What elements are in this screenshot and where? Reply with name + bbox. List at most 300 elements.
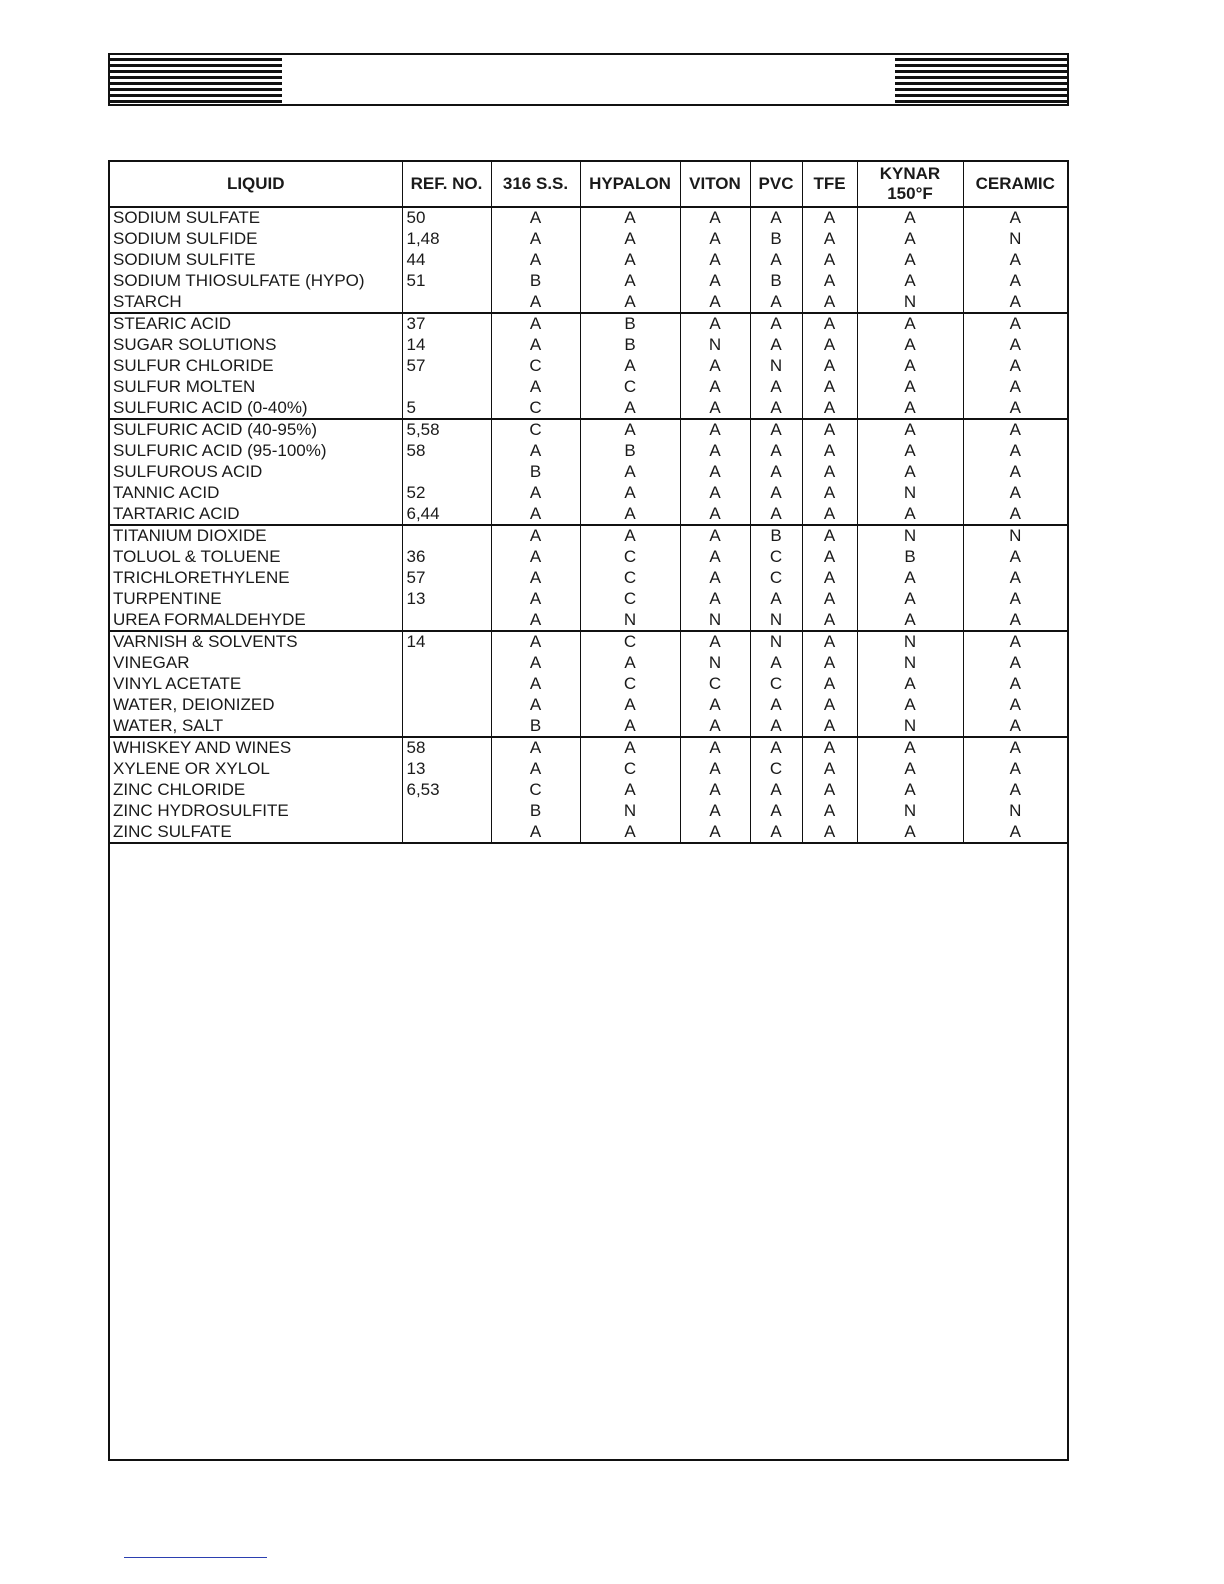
cell-tfe: A bbox=[802, 397, 857, 419]
header-ref-no: REF. NO. bbox=[402, 162, 491, 207]
cell-viton: A bbox=[680, 291, 750, 313]
cell-ceramic: A bbox=[1009, 694, 1021, 714]
header-stripes-right bbox=[895, 58, 1067, 103]
cell-kynar: A bbox=[857, 674, 963, 695]
cell-pvc: A bbox=[750, 694, 802, 715]
cell-316-ss: A bbox=[491, 547, 580, 568]
cell-viton: A bbox=[680, 462, 750, 483]
chemical-compatibility-table bbox=[110, 162, 1067, 844]
cell-tfe: A bbox=[802, 441, 857, 462]
cell-liquid: WATER, DEIONIZED bbox=[110, 694, 402, 715]
cell-316-ss: A bbox=[491, 291, 580, 313]
cell-ceramic: A bbox=[1009, 567, 1021, 587]
cell-316-ss: A bbox=[491, 737, 580, 759]
cell-tfe: A bbox=[802, 653, 857, 674]
table-row bbox=[110, 250, 1067, 271]
cell-tfe: A bbox=[802, 376, 857, 397]
cell-tfe: A bbox=[802, 482, 857, 503]
cell-liquid: SODIUM SULFITE bbox=[110, 250, 402, 271]
table-body bbox=[110, 207, 1067, 843]
cell-tfe: A bbox=[802, 609, 857, 631]
cell-ceramic: A bbox=[1009, 314, 1021, 334]
cell-316-ss: A bbox=[491, 653, 580, 674]
cell-kynar: A bbox=[857, 780, 963, 801]
cell-316-ss: B bbox=[491, 270, 580, 291]
cell-viton: A bbox=[680, 250, 750, 271]
cell-ref-no bbox=[402, 291, 491, 313]
cell-316-ss: A bbox=[491, 674, 580, 695]
cell-hypalon: C bbox=[580, 631, 680, 653]
cell-316-ss: A bbox=[491, 335, 580, 356]
cell-liquid: ZINC SULFATE bbox=[110, 821, 402, 843]
cell-ceramic: A bbox=[1009, 249, 1021, 269]
table-row bbox=[110, 291, 1067, 313]
cell-pvc: A bbox=[750, 250, 802, 271]
cell-pvc: N bbox=[750, 356, 802, 377]
cell-pvc: A bbox=[750, 503, 802, 525]
cell-tfe: A bbox=[802, 759, 857, 780]
cell-316-ss: C bbox=[491, 780, 580, 801]
cell-kynar: A bbox=[857, 462, 963, 483]
cell-pvc: A bbox=[750, 376, 802, 397]
table-row bbox=[110, 397, 1067, 419]
table-row bbox=[110, 482, 1067, 503]
cell-ref-no: 58 bbox=[402, 737, 491, 759]
cell-316-ss: A bbox=[491, 313, 580, 335]
cell-hypalon: A bbox=[580, 694, 680, 715]
cell-316-ss: A bbox=[491, 525, 580, 547]
cell-viton: A bbox=[680, 482, 750, 503]
cell-kynar: A bbox=[857, 609, 963, 631]
cell-pvc: A bbox=[750, 291, 802, 313]
cell-ref-no bbox=[402, 609, 491, 631]
cell-liquid: TURPENTINE bbox=[110, 588, 402, 609]
cell-ref-no bbox=[402, 376, 491, 397]
cell-liquid: STARCH bbox=[110, 291, 402, 313]
table-row bbox=[110, 631, 1067, 653]
cell-tfe: A bbox=[802, 568, 857, 589]
cell-kynar: N bbox=[857, 631, 963, 653]
cell-ceramic: A bbox=[1009, 738, 1021, 758]
cell-viton: A bbox=[680, 715, 750, 737]
cell-tfe: A bbox=[802, 207, 857, 229]
cell-ceramic: A bbox=[963, 821, 1067, 843]
cell-ref-no: 6,53 bbox=[402, 780, 491, 801]
cell-liquid: SULFURIC ACID (40-95%) bbox=[110, 419, 402, 441]
cell-ref-no: 44 bbox=[402, 250, 491, 271]
cell-kynar: A bbox=[857, 694, 963, 715]
cell-ceramic: A bbox=[1009, 441, 1021, 461]
cell-hypalon: A bbox=[580, 503, 680, 525]
cell-kynar: A bbox=[857, 313, 963, 335]
cell-316-ss: A bbox=[491, 441, 580, 462]
cell-viton: N bbox=[680, 609, 750, 631]
cell-tfe: A bbox=[802, 291, 857, 313]
cell-liquid: ZINC HYDROSULFITE bbox=[110, 800, 402, 821]
cell-liquid: UREA FORMALDEHYDE bbox=[110, 609, 402, 631]
cell-pvc: A bbox=[750, 737, 802, 759]
cell-liquid: VINYL ACETATE bbox=[110, 674, 402, 695]
cell-hypalon: A bbox=[580, 715, 680, 737]
cell-316-ss: B bbox=[491, 715, 580, 737]
cell-kynar: N bbox=[857, 482, 963, 503]
header-viton: VITON bbox=[680, 162, 750, 207]
cell-tfe: A bbox=[802, 525, 857, 547]
cell-liquid: VARNISH & SOLVENTS bbox=[110, 631, 402, 653]
cell-pvc: A bbox=[750, 482, 802, 503]
cell-ref-no bbox=[402, 821, 491, 843]
cell-liquid: SULFUROUS ACID bbox=[110, 462, 402, 483]
cell-viton: A bbox=[680, 270, 750, 291]
cell-ref-no: 50 bbox=[402, 207, 491, 229]
cell-kynar: A bbox=[857, 503, 963, 525]
table-row bbox=[110, 800, 1067, 821]
cell-ref-no: 13 bbox=[402, 588, 491, 609]
cell-316-ss: A bbox=[491, 482, 580, 503]
cell-ref-no: 14 bbox=[402, 631, 491, 653]
cell-viton: A bbox=[680, 631, 750, 653]
cell-316-ss: A bbox=[491, 759, 580, 780]
cell-hypalon: C bbox=[580, 759, 680, 780]
cell-kynar: A bbox=[857, 419, 963, 441]
table-row bbox=[110, 737, 1067, 759]
cell-hypalon: A bbox=[580, 270, 680, 291]
cell-kynar: N bbox=[857, 525, 963, 547]
header-316-ss: 316 S.S. bbox=[491, 162, 580, 207]
cell-kynar: A bbox=[857, 335, 963, 356]
cell-ceramic: A bbox=[1009, 420, 1021, 440]
cell-viton: A bbox=[680, 229, 750, 250]
cell-liquid: WATER, SALT bbox=[110, 715, 402, 737]
cell-viton: A bbox=[680, 503, 750, 525]
cell-tfe: A bbox=[802, 503, 857, 525]
cell-viton: A bbox=[680, 441, 750, 462]
cell-ceramic: A bbox=[1009, 673, 1021, 693]
cell-pvc: B bbox=[750, 270, 802, 291]
cell-316-ss: A bbox=[491, 250, 580, 271]
cell-viton: A bbox=[680, 376, 750, 397]
cell-ceramic: A bbox=[1009, 632, 1021, 652]
cell-viton: A bbox=[680, 419, 750, 441]
cell-viton: N bbox=[680, 653, 750, 674]
table-row bbox=[110, 503, 1067, 525]
cell-316-ss: B bbox=[491, 800, 580, 821]
table-row bbox=[110, 419, 1067, 441]
cell-hypalon: B bbox=[580, 441, 680, 462]
cell-tfe: A bbox=[802, 674, 857, 695]
table-row bbox=[110, 356, 1067, 377]
cell-pvc: A bbox=[750, 462, 802, 483]
cell-ceramic: A bbox=[1009, 270, 1021, 290]
cell-viton: A bbox=[680, 800, 750, 821]
cell-316-ss: A bbox=[491, 694, 580, 715]
cell-liquid: SULFURIC ACID (95-100%) bbox=[110, 441, 402, 462]
cell-viton: A bbox=[680, 207, 750, 229]
table-row bbox=[110, 653, 1067, 674]
table-row bbox=[110, 821, 1067, 843]
cell-ref-no: 13 bbox=[402, 759, 491, 780]
table-row bbox=[110, 462, 1067, 483]
cell-liquid: WHISKEY AND WINES bbox=[110, 737, 402, 759]
header-tfe: TFE bbox=[802, 162, 857, 207]
cell-liquid: SODIUM SULFATE bbox=[110, 207, 402, 229]
cell-ref-no bbox=[402, 715, 491, 737]
cell-ref-no: 1,48 bbox=[402, 229, 491, 250]
cell-viton: A bbox=[680, 313, 750, 335]
cell-kynar: A bbox=[857, 588, 963, 609]
cell-liquid: STEARIC ACID bbox=[110, 313, 402, 335]
cell-ceramic: A bbox=[1009, 547, 1021, 567]
cell-ref-no: 57 bbox=[402, 568, 491, 589]
cell-pvc: A bbox=[750, 207, 802, 229]
cell-hypalon: A bbox=[580, 653, 680, 674]
cell-tfe: A bbox=[802, 631, 857, 653]
header-kynar bbox=[857, 162, 963, 207]
cell-ref-no: 5 bbox=[402, 397, 491, 419]
table-row bbox=[110, 441, 1067, 462]
cell-tfe: A bbox=[802, 462, 857, 483]
cell-ref-no: 51 bbox=[402, 270, 491, 291]
cell-ref-no bbox=[402, 674, 491, 695]
cell-viton: A bbox=[680, 821, 750, 843]
cell-hypalon: A bbox=[580, 419, 680, 441]
cell-liquid: SODIUM SULFIDE bbox=[110, 229, 402, 250]
cell-viton: A bbox=[680, 397, 750, 419]
cell-tfe: A bbox=[802, 270, 857, 291]
cell-tfe: A bbox=[802, 229, 857, 250]
cell-liquid: SULFURIC ACID (0-40%) bbox=[110, 397, 402, 419]
cell-liquid: TANNIC ACID bbox=[110, 482, 402, 503]
cell-pvc: N bbox=[750, 609, 802, 631]
cell-kynar: A bbox=[857, 270, 963, 291]
cell-tfe: A bbox=[802, 715, 857, 737]
cell-ref-no bbox=[402, 653, 491, 674]
cell-liquid: TITANIUM DIOXIDE bbox=[110, 525, 402, 547]
cell-ceramic: A bbox=[963, 397, 1067, 419]
cell-tfe: A bbox=[802, 250, 857, 271]
cell-ceramic: N bbox=[1009, 229, 1022, 249]
cell-hypalon: A bbox=[580, 229, 680, 250]
cell-hypalon: C bbox=[580, 568, 680, 589]
table-row bbox=[110, 270, 1067, 291]
cell-ceramic: A bbox=[1009, 335, 1021, 355]
cell-pvc: C bbox=[750, 568, 802, 589]
cell-tfe: A bbox=[802, 335, 857, 356]
header-kynar-temp: 150°F bbox=[887, 184, 933, 203]
cell-ceramic: N bbox=[1009, 526, 1022, 546]
cell-hypalon: C bbox=[580, 547, 680, 568]
cell-hypalon: B bbox=[580, 335, 680, 356]
cell-ceramic: A bbox=[1009, 759, 1021, 779]
cell-kynar: B bbox=[857, 547, 963, 568]
cell-ref-no: 57 bbox=[402, 356, 491, 377]
cell-pvc: A bbox=[750, 800, 802, 821]
cell-316-ss: A bbox=[491, 631, 580, 653]
cell-pvc: A bbox=[750, 715, 802, 737]
cell-316-ss: C bbox=[491, 356, 580, 377]
cell-hypalon: C bbox=[580, 674, 680, 695]
cell-316-ss: A bbox=[491, 821, 580, 843]
cell-liquid: TOLUOL & TOLUENE bbox=[110, 547, 402, 568]
cell-ceramic: A bbox=[1009, 779, 1021, 799]
cell-kynar: N bbox=[857, 800, 963, 821]
cell-ref-no: 52 bbox=[402, 482, 491, 503]
cell-viton: A bbox=[680, 780, 750, 801]
cell-ceramic: A bbox=[963, 503, 1067, 525]
cell-viton: A bbox=[680, 525, 750, 547]
cell-ref-no: 37 bbox=[402, 313, 491, 335]
table-row bbox=[110, 229, 1067, 250]
cell-pvc: A bbox=[750, 441, 802, 462]
header-hypalon: HYPALON bbox=[580, 162, 680, 207]
cell-pvc: A bbox=[750, 821, 802, 843]
cell-pvc: C bbox=[750, 759, 802, 780]
cell-viton: N bbox=[680, 335, 750, 356]
cell-hypalon: A bbox=[580, 250, 680, 271]
cell-316-ss: A bbox=[491, 376, 580, 397]
cell-tfe: A bbox=[802, 356, 857, 377]
cell-tfe: A bbox=[802, 588, 857, 609]
cell-tfe: A bbox=[802, 547, 857, 568]
cell-pvc: A bbox=[750, 653, 802, 674]
cell-ceramic: A bbox=[963, 291, 1067, 313]
cell-kynar: N bbox=[857, 291, 963, 313]
cell-ref-no bbox=[402, 800, 491, 821]
cell-liquid: SUGAR SOLUTIONS bbox=[110, 335, 402, 356]
cell-316-ss: B bbox=[491, 462, 580, 483]
cell-ceramic: A bbox=[963, 715, 1067, 737]
cell-viton: A bbox=[680, 588, 750, 609]
table-row bbox=[110, 376, 1067, 397]
cell-tfe: A bbox=[802, 780, 857, 801]
cell-kynar: A bbox=[857, 356, 963, 377]
table-row bbox=[110, 780, 1067, 801]
cell-tfe: A bbox=[802, 313, 857, 335]
page-header-bar bbox=[108, 53, 1069, 106]
cell-ceramic: A bbox=[1009, 376, 1021, 396]
cell-ceramic: A bbox=[1009, 355, 1021, 375]
cell-ref-no: 6,44 bbox=[402, 503, 491, 525]
cell-ref-no: 58 bbox=[402, 441, 491, 462]
cell-ref-no: 14 bbox=[402, 335, 491, 356]
cell-316-ss: A bbox=[491, 588, 580, 609]
table-row bbox=[110, 694, 1067, 715]
cell-316-ss: A bbox=[491, 229, 580, 250]
cell-hypalon: N bbox=[580, 609, 680, 631]
cell-316-ss: A bbox=[491, 503, 580, 525]
cell-kynar: A bbox=[857, 397, 963, 419]
table-row bbox=[110, 207, 1067, 229]
cell-hypalon: B bbox=[580, 313, 680, 335]
cell-tfe: A bbox=[802, 821, 857, 843]
cell-ceramic: A bbox=[1009, 482, 1021, 502]
table-row bbox=[110, 525, 1067, 547]
cell-pvc: A bbox=[750, 588, 802, 609]
table-row bbox=[110, 568, 1067, 589]
cell-tfe: A bbox=[802, 419, 857, 441]
cell-hypalon: C bbox=[580, 588, 680, 609]
cell-kynar: A bbox=[857, 376, 963, 397]
cell-liquid: SODIUM THIOSULFATE (HYPO) bbox=[110, 270, 402, 291]
table-row bbox=[110, 588, 1067, 609]
compatibility-chart-frame bbox=[108, 160, 1069, 1461]
cell-viton: A bbox=[680, 568, 750, 589]
cell-tfe: A bbox=[802, 737, 857, 759]
header-pvc: PVC bbox=[750, 162, 802, 207]
cell-ref-no bbox=[402, 525, 491, 547]
cell-316-ss: A bbox=[491, 609, 580, 631]
cell-pvc: A bbox=[750, 313, 802, 335]
cell-hypalon: A bbox=[580, 462, 680, 483]
cell-viton: A bbox=[680, 694, 750, 715]
cell-kynar: A bbox=[857, 250, 963, 271]
cell-pvc: C bbox=[750, 674, 802, 695]
cell-kynar: N bbox=[857, 653, 963, 674]
cell-viton: A bbox=[680, 356, 750, 377]
cell-hypalon: A bbox=[580, 780, 680, 801]
cell-tfe: A bbox=[802, 800, 857, 821]
cell-hypalon: A bbox=[580, 525, 680, 547]
cell-pvc: A bbox=[750, 397, 802, 419]
table-row bbox=[110, 547, 1067, 568]
footer-rule bbox=[124, 1557, 267, 1558]
cell-viton: A bbox=[680, 759, 750, 780]
cell-hypalon: A bbox=[580, 397, 680, 419]
cell-pvc: A bbox=[750, 419, 802, 441]
cell-liquid: TARTARIC ACID bbox=[110, 503, 402, 525]
table-header-row bbox=[110, 162, 1067, 207]
cell-liquid: XYLENE OR XYLOL bbox=[110, 759, 402, 780]
cell-ceramic: A bbox=[1009, 653, 1021, 673]
cell-kynar: A bbox=[857, 737, 963, 759]
cell-liquid: ZINC CHLORIDE bbox=[110, 780, 402, 801]
cell-pvc: B bbox=[750, 229, 802, 250]
cell-hypalon: A bbox=[580, 356, 680, 377]
cell-pvc: N bbox=[750, 631, 802, 653]
cell-kynar: A bbox=[857, 229, 963, 250]
table-row bbox=[110, 313, 1067, 335]
cell-hypalon: A bbox=[580, 291, 680, 313]
cell-pvc: B bbox=[750, 525, 802, 547]
cell-hypalon: A bbox=[580, 482, 680, 503]
cell-liquid: VINEGAR bbox=[110, 653, 402, 674]
cell-kynar: A bbox=[857, 207, 963, 229]
table-row bbox=[110, 335, 1067, 356]
cell-ref-no bbox=[402, 462, 491, 483]
header-liquid: LIQUID bbox=[110, 162, 402, 207]
cell-liquid: SULFUR CHLORIDE bbox=[110, 356, 402, 377]
cell-316-ss: C bbox=[491, 397, 580, 419]
cell-ref-no: 5,58 bbox=[402, 419, 491, 441]
cell-hypalon: A bbox=[580, 737, 680, 759]
cell-hypalon: C bbox=[580, 376, 680, 397]
table-row bbox=[110, 715, 1067, 737]
cell-316-ss: C bbox=[491, 419, 580, 441]
cell-pvc: A bbox=[750, 780, 802, 801]
cell-kynar: A bbox=[857, 441, 963, 462]
cell-liquid: SULFUR MOLTEN bbox=[110, 376, 402, 397]
cell-ceramic: A bbox=[963, 609, 1067, 631]
cell-kynar: A bbox=[857, 568, 963, 589]
cell-viton: A bbox=[680, 547, 750, 568]
cell-pvc: C bbox=[750, 547, 802, 568]
cell-ref-no bbox=[402, 694, 491, 715]
cell-kynar: A bbox=[857, 759, 963, 780]
cell-kynar: A bbox=[857, 821, 963, 843]
cell-viton: A bbox=[680, 737, 750, 759]
cell-liquid: TRICHLORETHYLENE bbox=[110, 568, 402, 589]
header-stripes-left bbox=[110, 58, 282, 103]
